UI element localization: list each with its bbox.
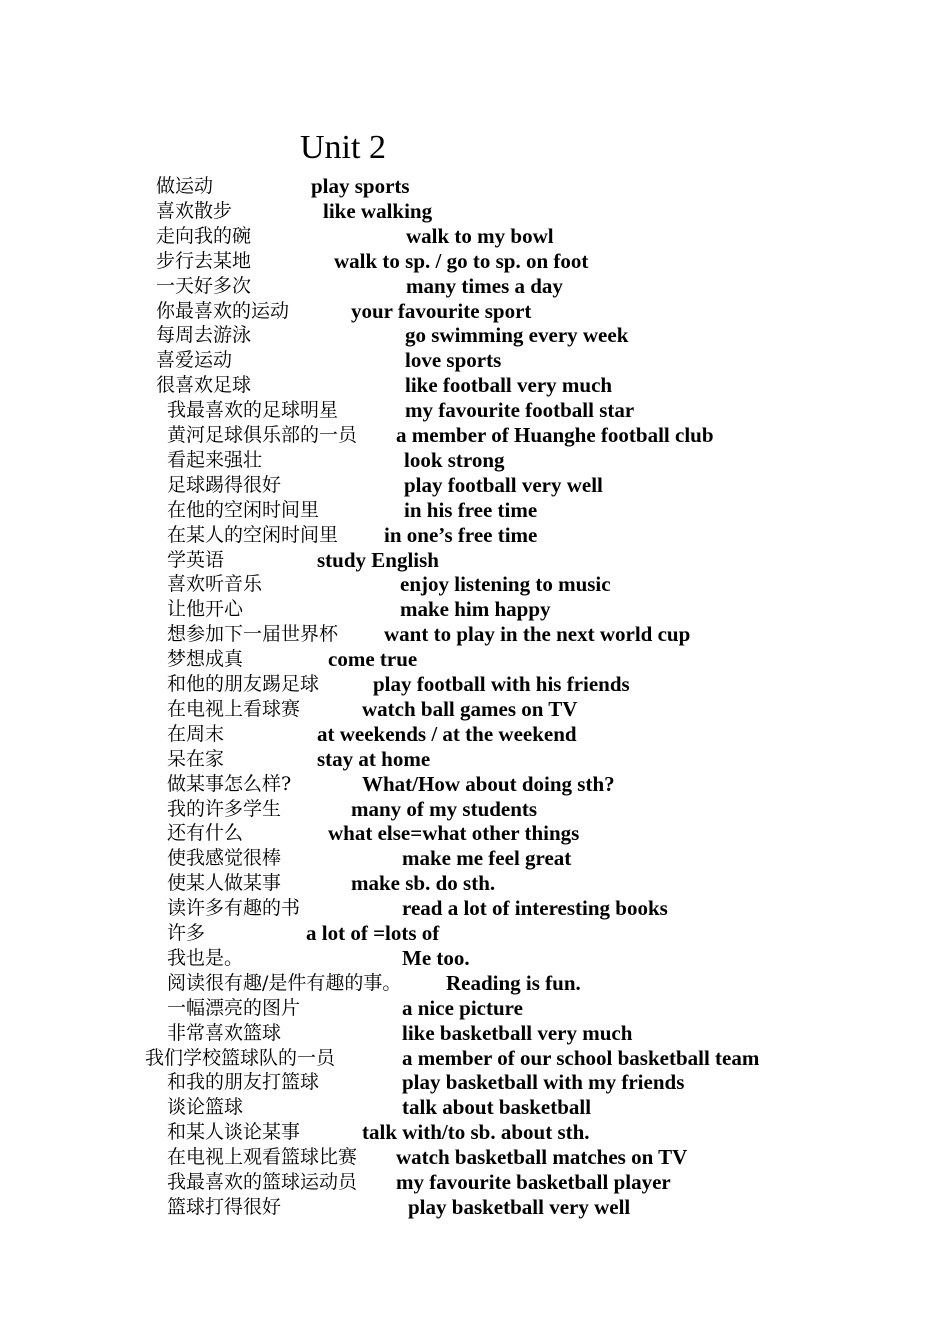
chinese-term: 在电视上看球赛 bbox=[167, 697, 301, 720]
chinese-term: 每周去游泳 bbox=[156, 324, 252, 347]
english-phrase: look strong bbox=[404, 447, 505, 472]
english-phrase: talk with/to sb. about sth. bbox=[362, 1120, 590, 1145]
english-phrase: love sports bbox=[405, 348, 502, 373]
chinese-term: 还有什么 bbox=[167, 822, 244, 845]
english-phrase: a nice picture bbox=[402, 995, 523, 1020]
english-phrase: play football very well bbox=[404, 472, 603, 497]
english-phrase: watch basketball matches on TV bbox=[396, 1145, 688, 1170]
chinese-term: 我最喜欢的篮球运动员 bbox=[167, 1171, 358, 1193]
english-phrase: in one’s free time bbox=[384, 522, 538, 547]
chinese-term: 足球踢得很好 bbox=[167, 473, 282, 496]
english-phrase: come true bbox=[328, 647, 418, 672]
english-phrase: many times a day bbox=[406, 273, 563, 298]
chinese-term: 步行去某地 bbox=[156, 249, 252, 272]
english-phrase: Reading is fun. bbox=[446, 970, 581, 995]
chinese-term: 和他的朋友踢足球 bbox=[167, 673, 320, 695]
english-phrase: talk about basketball bbox=[402, 1095, 592, 1120]
english-phrase: what else=what other things bbox=[328, 821, 580, 846]
english-phrase: my favourite basketball player bbox=[396, 1170, 671, 1194]
english-phrase: enjoy listening to music bbox=[400, 572, 611, 597]
chinese-term: 黄河足球俱乐部的一员 bbox=[167, 424, 358, 446]
english-phrase: make me feel great bbox=[402, 846, 572, 871]
chinese-term: 在他的空闲时间里 bbox=[167, 498, 320, 521]
chinese-term: 和我的朋友打篮球 bbox=[167, 1071, 320, 1094]
chinese-term: 我的许多学生 bbox=[167, 797, 282, 820]
chinese-term: 在某人的空闲时间里 bbox=[167, 523, 339, 546]
chinese-term: 很喜欢足球 bbox=[156, 374, 252, 397]
chinese-term: 我也是。 bbox=[167, 946, 244, 969]
chinese-term: 我最喜欢的足球明星 bbox=[167, 399, 339, 422]
chinese-term: 使某人做某事 bbox=[167, 872, 282, 895]
chinese-term: 我们学校篮球队的一员 bbox=[145, 1046, 336, 1069]
chinese-term: 呆在家 bbox=[167, 747, 225, 770]
english-phrase: play basketball with my friends bbox=[402, 1070, 685, 1095]
english-phrase: watch ball games on TV bbox=[362, 696, 578, 721]
english-phrase: What/How about doing sth? bbox=[362, 771, 615, 796]
english-phrase: like walking bbox=[323, 198, 433, 223]
english-phrase: walk to my bowl bbox=[406, 223, 554, 248]
english-phrase: study English bbox=[317, 547, 439, 572]
english-phrase: a lot of =lots of bbox=[306, 921, 440, 945]
chinese-term: 梦想成真 bbox=[167, 648, 244, 671]
chinese-term: 你最喜欢的运动 bbox=[156, 299, 290, 322]
chinese-term: 让他开心 bbox=[167, 598, 244, 621]
english-phrase: play basketball very well bbox=[408, 1194, 631, 1219]
english-phrase: like basketball very much bbox=[402, 1020, 633, 1045]
chinese-term: 篮球打得很好 bbox=[167, 1195, 282, 1218]
english-phrase: Me too. bbox=[402, 945, 470, 970]
english-phrase: stay at home bbox=[317, 746, 431, 771]
english-phrase: want to play in the next world cup bbox=[384, 622, 691, 647]
english-phrase: play sports bbox=[311, 174, 410, 198]
chinese-term: 阅读很有趣/是件有趣的事。 bbox=[167, 971, 402, 994]
chinese-term: 学英语 bbox=[167, 548, 225, 571]
english-phrase: walk to sp. / go to sp. on foot bbox=[334, 248, 589, 273]
chinese-term: 看起来强壮 bbox=[167, 448, 263, 471]
english-phrase: many of my students bbox=[351, 796, 538, 821]
english-phrase: play football with his friends bbox=[373, 672, 630, 696]
chinese-term: 一天好多次 bbox=[156, 274, 252, 297]
english-phrase: your favourite sport bbox=[351, 298, 532, 323]
chinese-term: 谈论篮球 bbox=[167, 1096, 244, 1119]
english-phrase: at weekends / at the weekend bbox=[317, 721, 577, 746]
chinese-term: 喜爱运动 bbox=[156, 349, 233, 372]
chinese-term: 读许多有趣的书 bbox=[167, 897, 301, 920]
english-phrase: make him happy bbox=[400, 597, 551, 622]
english-phrase: make sb. do sth. bbox=[351, 871, 496, 896]
chinese-term: 想参加下一届世界杯 bbox=[167, 623, 339, 646]
chinese-term: 和某人谈论某事 bbox=[167, 1121, 301, 1144]
page-title: Unit 2 bbox=[300, 129, 386, 166]
english-phrase: a member of Huanghe football club bbox=[396, 423, 714, 447]
chinese-term: 做运动 bbox=[156, 175, 214, 197]
chinese-term: 非常喜欢篮球 bbox=[167, 1021, 282, 1044]
chinese-term: 喜欢听音乐 bbox=[167, 573, 263, 596]
english-phrase: in his free time bbox=[404, 497, 538, 522]
chinese-term: 走向我的碗 bbox=[156, 224, 252, 247]
english-phrase: a member of our school basketball team bbox=[402, 1045, 760, 1070]
english-phrase: read a lot of interesting books bbox=[402, 896, 668, 921]
chinese-term: 使我感觉很棒 bbox=[167, 847, 282, 870]
chinese-term: 在周末 bbox=[167, 722, 225, 745]
chinese-term: 喜欢散步 bbox=[156, 199, 233, 222]
english-phrase: like football very much bbox=[405, 373, 613, 398]
chinese-term: 一幅漂亮的图片 bbox=[167, 996, 301, 1019]
chinese-term: 许多 bbox=[167, 922, 206, 944]
english-phrase: go swimming every week bbox=[405, 323, 629, 348]
chinese-term: 做某事怎么样? bbox=[167, 772, 292, 795]
english-phrase: my favourite football star bbox=[405, 398, 635, 423]
chinese-term: 在电视上观看篮球比赛 bbox=[167, 1146, 358, 1169]
